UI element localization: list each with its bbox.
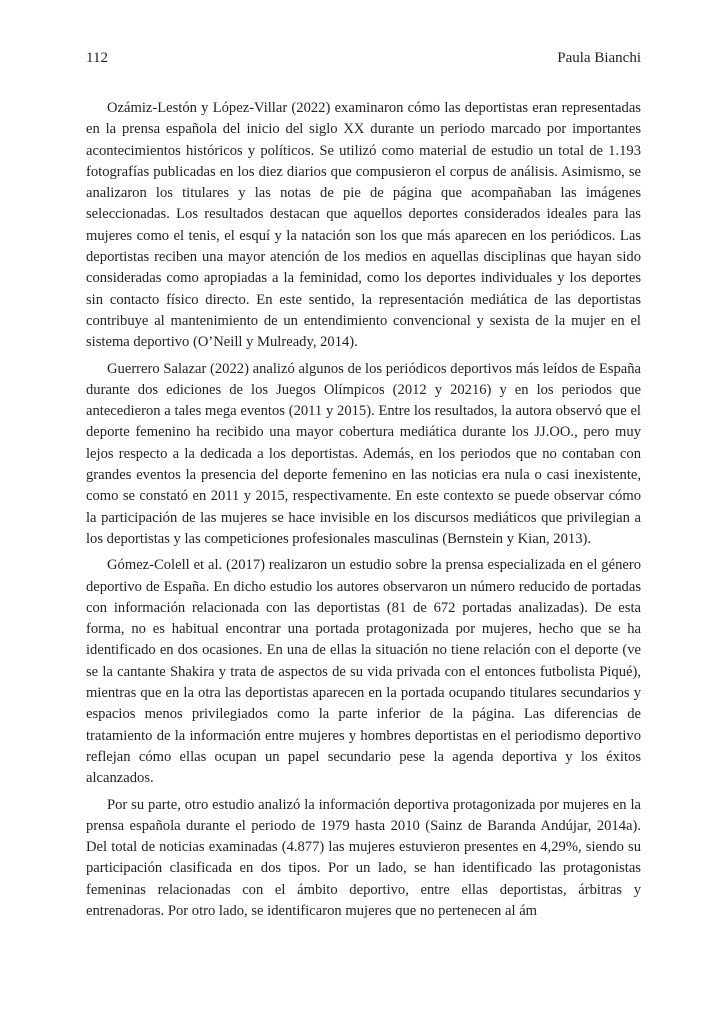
running-head-author: Paula Bianchi (557, 50, 641, 66)
running-header (86, 46, 641, 70)
page-number: 112 (86, 50, 108, 66)
paragraph-sainz: Por su parte, otro estudio analizó la información deportiva protagonizada por mujeres en la prensa española durante el periodo de 1979 hasta 2010 (Sainz de Baranda Andújar, 2014a). Del total de noticias examinadas (4.877) las mujeres estuvieron presentes en 4,29%, siendo su participación clasificada en dos tipos. Por un lado, se han identificado las protagonistas femeninas relacionadas con el ámbito deportivo, entre ellas deportistas, árbitras y entrenadoras. Por otro lado, se identificaron mujeres que no pertenecen al ám (86, 796, 641, 919)
paragraph-guerrero: Guerrero Salazar (2022) analizó algunos de los periódicos deportivos más leídos de España durante dos ediciones de los Juegos Olímpicos (2012 y 20216) y en los periodos que antecedieron a tales mega eventos (2011 y 2015). Entre los resultados, la autora observó que el deporte femenino ha recibido una mayor cobertura mediática durante los JJ.OO., pero muy lejos respecto a la dedicada a los deportistas. Además, en los periodos que no contaban con grandes eventos la presencia del deporte femenino en las noticias era nula o casi inexistente, como se constató en 2011 y 2015, respectivamente. En este contexto se puede observar cómo la participación de las mujeres se hace invisible en los discursos mediáticos que privilegian a los deportistas y las competiciones profesionales masculinas (Bernstein y Kian, 2013). (86, 360, 641, 547)
paragraph-gomez-colell: Gómez-Colell et al. (2017) realizaron un estudio sobre la prensa especializada en el género deportivo de España. En dicho estudio los autores observaron un número reducido de portadas con información relacionada con las deportistas (81 de 672 portadas analizadas). De esta forma, no es habitual encontrar una portada protagonizada por mujeres, hecho que se ha identificado en dos ocasiones. En una de ellas la situación no tiene relación con el deporte (ve se la cantante Shakira y trata de aspectos de su vida privada con el entonces futbolista Piqué), mientras que en la otra las deportistas aparecen en la portada ocupando titulares secundarios y espacios menos privilegiados como la parte inferior de la página. Las diferencias de tratamiento de la información entre mujeres y hombres deportistas en el periodismo deportivo reflejan cómo ellas ocupan un papel secundario pese la agenda deportiva y los éxitos alcanzados. (86, 557, 641, 787)
body-text (86, 98, 641, 927)
paragraph-ozamiz: Ozámiz-Lestón y López-Villar (2022) examinaron cómo las deportistas eran representadas en la prensa española del inicio del siglo XX durante un periodo marcado por importantes acontecimientos históricos y políticos. Se utilizó como material de estudio un total de 1.193 fotografías publicadas en los diez diarios que compusieron el corpus de análisis. Asimismo, se analizaron los titulares y las notas de pie de página que acompañaban las imágenes seleccionadas. Los resultados destacan que aquellos deportes considerados ideales para las mujeres como el tenis, el esquí y la natación son los que más aparecen en los periódicos. Las deportistas reciben una mayor atención de los medios en aquellas disciplinas que hayan sido consideradas como apropiadas a la feminidad, como los deportes individuales y los deportes sin contacto físico directo. En este sentido, la representación mediática de las deportistas contribuye al mantenimiento de un entendimiento convencional y sexista de la mujer en el sistema deportivo (O’Neill y Mulready, 2014). (86, 100, 641, 351)
